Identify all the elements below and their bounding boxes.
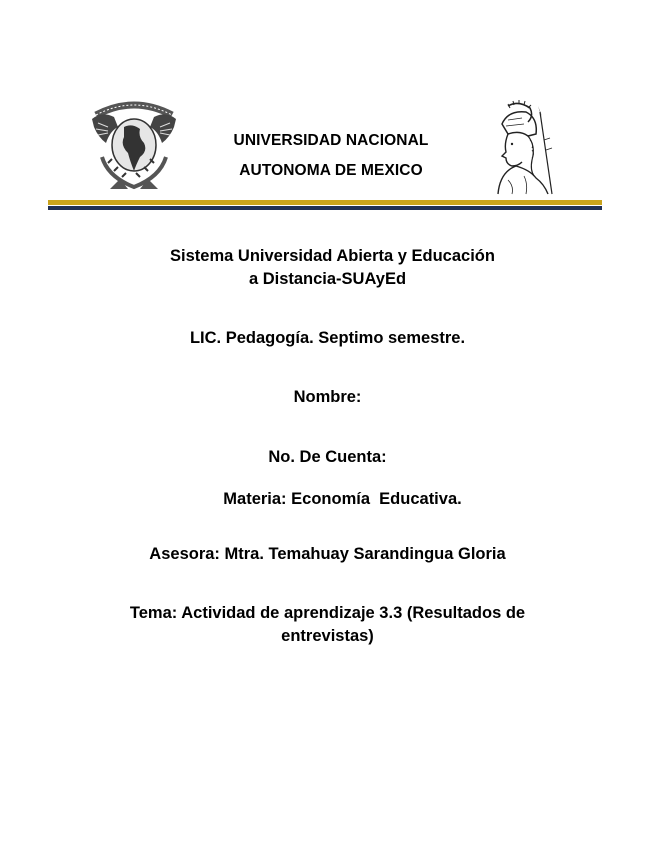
topic-value-line-1: Actividad de aprendizaje 3.3 (Resultados de: [181, 604, 526, 622]
topic-value-line-2: entrevistas): [281, 627, 374, 645]
university-name-line-2: AUTONOMA DE MEXICO: [239, 162, 423, 179]
topic-field-line-1: [0, 604, 655, 623]
account-field: [0, 448, 655, 467]
pallas-athena-icon: [478, 100, 558, 196]
header-rule-gold: [48, 200, 602, 205]
program-line: LIC. Pedagogía. Septimo semestre.: [189, 329, 466, 347]
name-label: Nombre:: [293, 388, 362, 406]
topic-label: Tema:: [129, 604, 178, 622]
header-rule-navy: [48, 206, 602, 210]
system-title-line-1: Sistema Universidad Abierta y Educación: [170, 247, 495, 265]
unam-coat-of-arms-icon: [88, 97, 180, 193]
account-label: No. De Cuenta:: [268, 448, 387, 466]
subject-field: [15, 490, 655, 509]
subject-label: Materia:: [223, 490, 287, 508]
name-field: [0, 388, 655, 407]
system-title-line-2: a Distancia-SUAyEd: [248, 270, 407, 288]
advisor-value: Mtra. Temahuay Sarandingua Gloria: [224, 545, 506, 563]
university-name-line-1: UNIVERSIDAD NACIONAL: [233, 132, 429, 149]
advisor-field: [0, 545, 655, 564]
advisor-label: Asesora:: [149, 545, 220, 563]
subject-value: Economía Educativa.: [291, 490, 462, 508]
